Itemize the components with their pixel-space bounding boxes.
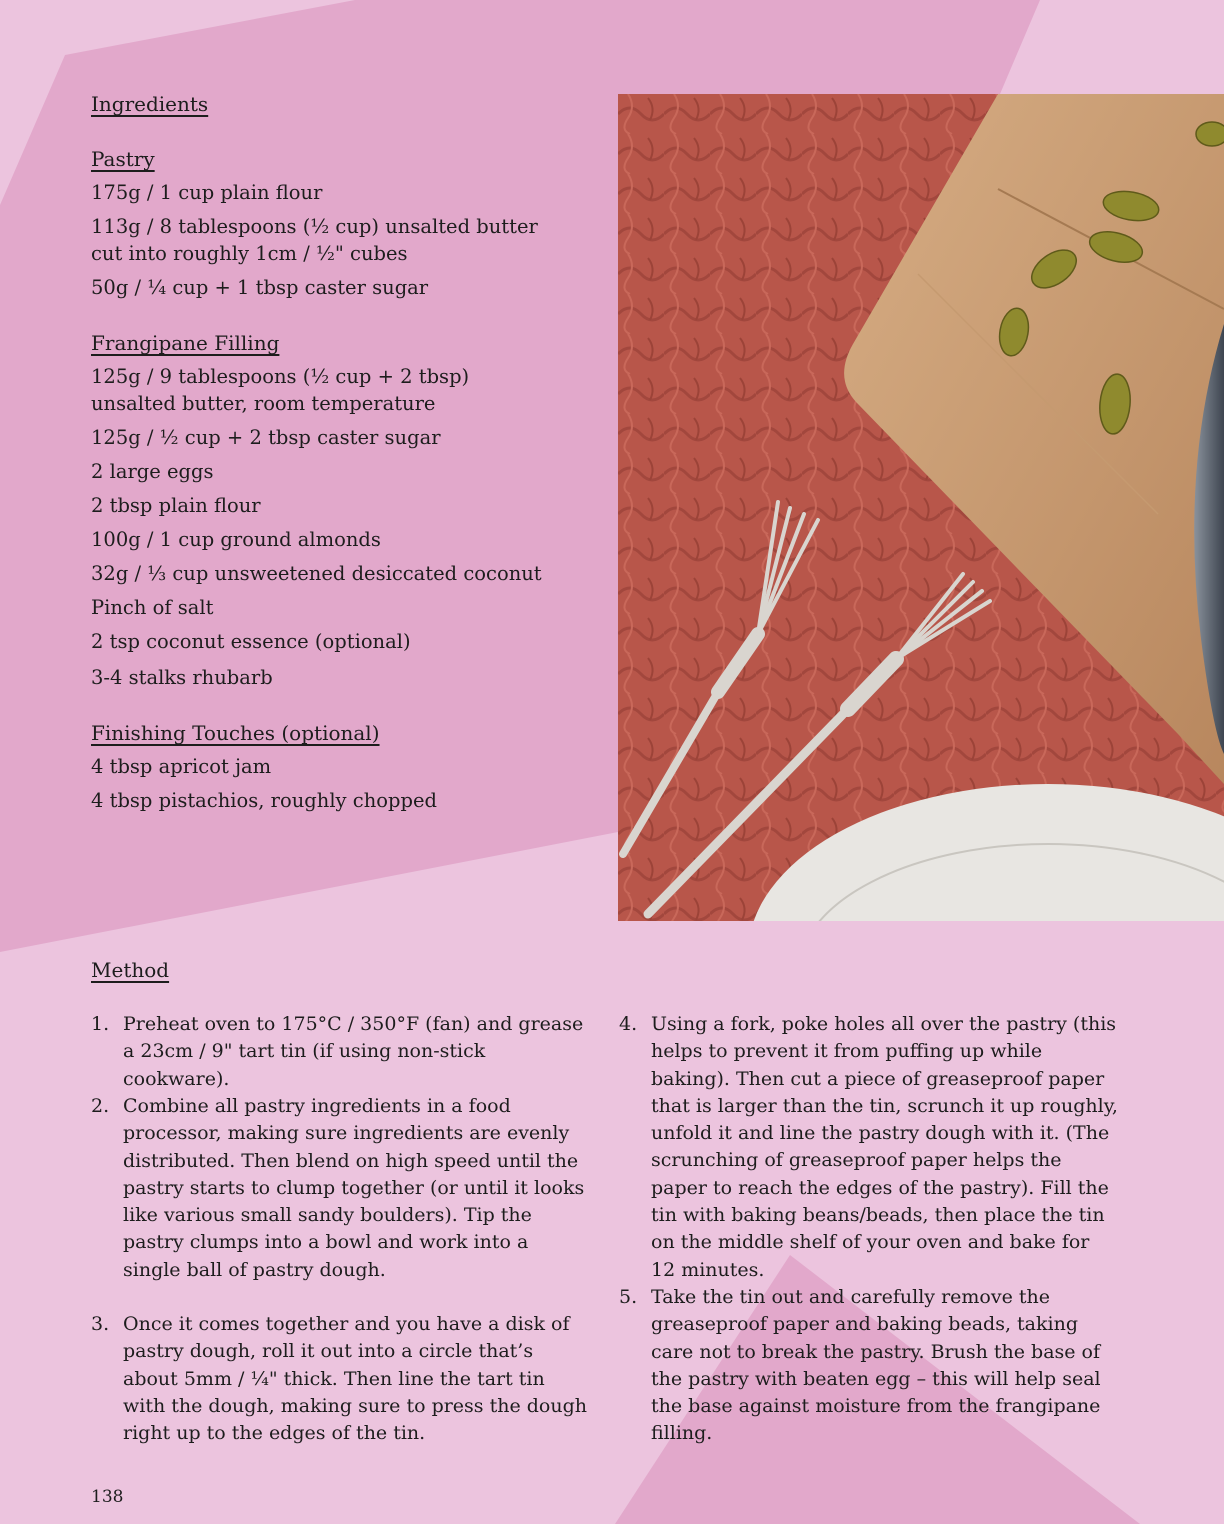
method-step (619, 1284, 1119, 1445)
filling-item: 32g / ⅓ cup unsweetened desiccated coconut (91, 562, 542, 585)
step-number: 4. (619, 1013, 638, 1035)
filling-item: 100g / 1 cup ground almonds (91, 528, 381, 551)
finishing-item: 4 tbsp pistachios, roughly chopped (91, 789, 437, 812)
finishing-heading: Finishing Touches (optional) (91, 721, 380, 745)
filling-item: 125g / ½ cup + 2 tbsp caster sugar (91, 426, 441, 449)
pastry-heading: Pastry (91, 147, 155, 171)
step-text: Preheat oven to 175°C / 350°F (fan) and grease a 23cm / 9" tart tin (if using non-stick cookware). (123, 1013, 584, 1090)
ingredients-heading: Ingredients (91, 92, 209, 116)
pastry-item: 113g / 8 tablespoons (½ cup) unsalted butter (91, 215, 538, 238)
finishing-item: 4 tbsp apricot jam (91, 755, 272, 778)
filling-item-continued: unsalted butter, room temperature (91, 392, 436, 415)
filling-item: 3-4 stalks rhubarb (91, 666, 273, 689)
pastry-item-continued: cut into roughly 1cm / ½" cubes (91, 242, 408, 265)
filling-item: 2 tbsp plain flour (91, 494, 261, 517)
filling-item: 2 large eggs (91, 460, 214, 483)
step-number: 2. (91, 1095, 110, 1117)
pastry-item: 175g / 1 cup plain flour (91, 181, 323, 204)
method-step (91, 1011, 591, 1090)
step-text: Using a fork, poke holes all over the pastry (this helps to prevent it from puffing up while baking). Then cut a piece of greaseproof paper that is larger than the tin, scrunch it up roughly, unfold it and line the pastry dough with it. (The scrunching of greaseproof paper helps the paper to reach the edges of the pastry). Fill the tin with baking beans/beads, then place the tin on the middle shelf of your oven and bake for 12 minutes. (651, 1013, 1118, 1281)
method-heading: Method (91, 958, 170, 982)
step-text: Once it comes together and you have a disk of pastry dough, roll it out into a circle that’s about 5mm / ¼" thick. Then line the tart tin with the dough, making sure to press the dough right up to the edges of the tin. (123, 1313, 587, 1445)
step-text: Take the tin out and carefully remove the greaseproof paper and baking beads, taking care not to break the pastry. Brush the base of the pastry with beaten egg – this will help seal the base against moisture from the frangipane filling. (651, 1286, 1101, 1445)
filling-item: 125g / 9 tablespoons (½ cup + 2 tbsp) (91, 365, 470, 388)
filling-heading: Frangipane Filling (91, 331, 280, 355)
recipe-photo (618, 94, 1224, 921)
method-step (619, 1011, 1119, 1281)
step-number: 5. (619, 1286, 638, 1308)
filling-item: 2 tsp coconut essence (optional) (91, 630, 411, 653)
step-number: 3. (91, 1313, 110, 1335)
step-number: 1. (91, 1013, 110, 1035)
filling-item: Pinch of salt (91, 596, 214, 619)
pastry-item: 50g / ¼ cup + 1 tbsp caster sugar (91, 276, 429, 299)
step-text: Combine all pastry ingredients in a food processor, making sure ingredients are evenly distributed. Then blend on high speed until the pastry starts to clump together (or until it looks like various small sandy boulders). Tip the pastry clumps into a bowl and work into a single ball of pastry dough. (123, 1095, 585, 1281)
page-number: 138 (91, 1487, 124, 1507)
method-step (91, 1311, 591, 1449)
method-step (91, 1093, 591, 1285)
